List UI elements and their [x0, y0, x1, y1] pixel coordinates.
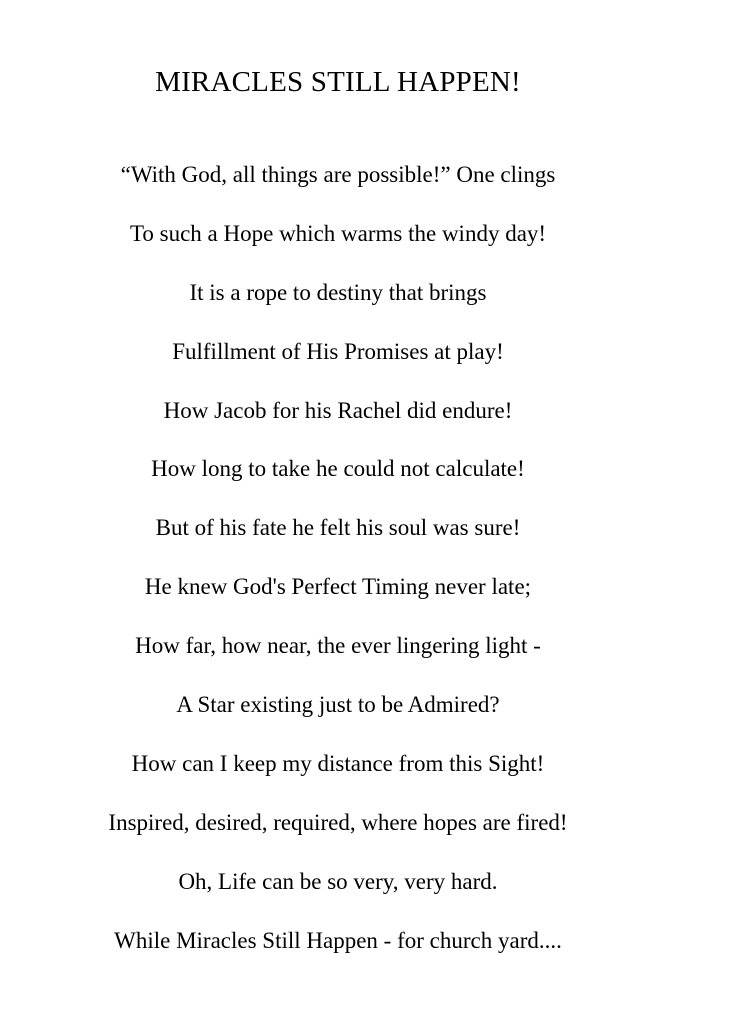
poem-line-1: “With God, all things are possible!” One clings	[120, 162, 556, 187]
poem-line-12: Inspired, desired, required, where hopes are fired!	[108, 809, 568, 835]
poem-line-11: How can I keep my distance from this Sight!	[131, 750, 545, 776]
poem-line-8: He knew God's Perfect Timing never late;	[144, 574, 532, 600]
poem-title: MIRACLES STILL HAPPEN!	[155, 66, 521, 98]
poem-line-9: How far, how near, the ever lingering light -	[135, 633, 541, 659]
poem-line-4: Fulfillment of His Promises at play!	[172, 338, 504, 364]
poem-line-7: But of his fate he felt his soul was sure!	[155, 515, 521, 541]
poem-line-2: To such a Hope which warms the windy day!	[129, 220, 547, 246]
poem-line-6: How long to take he could not calculate!	[151, 456, 525, 482]
poem-line-13: Oh, Life can be so very, very hard.	[178, 868, 498, 894]
poem-line-14: While Miracles Still Happen - for church yard....	[114, 927, 562, 953]
poem-line-5: How Jacob for his Rachel did endure!	[163, 397, 513, 423]
poem-body	[0, 156, 676, 980]
poem-line-10: A Star existing just to be Admired?	[176, 692, 500, 718]
poem-line-3: It is a rope to destiny that brings	[189, 279, 487, 305]
